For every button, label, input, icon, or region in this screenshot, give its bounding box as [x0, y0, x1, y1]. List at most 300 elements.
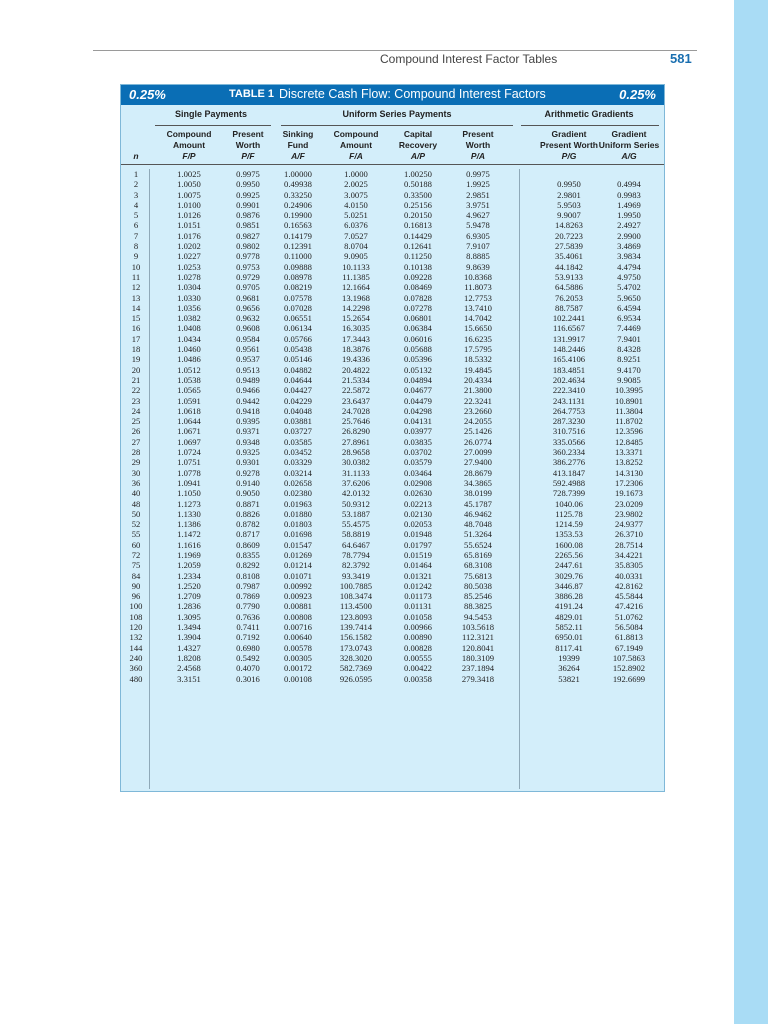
table-cell: 5.0251: [344, 210, 368, 221]
table-cell: 0.9753: [236, 261, 260, 272]
header-rule: [93, 50, 697, 51]
table-cell: 108: [129, 611, 143, 622]
table-cell: 46.9462: [464, 508, 492, 519]
table-row: [121, 220, 664, 230]
table-cell: 1.0025: [177, 169, 201, 179]
table-cell: 1.0751: [177, 457, 201, 468]
interest-factor-table: [120, 84, 665, 792]
table-cell: 10.3995: [615, 385, 643, 396]
table-row: [121, 272, 664, 282]
table-cell: 0.33250: [284, 189, 312, 200]
table-cell: 0.9278: [236, 467, 260, 478]
table-cell: 0.9371: [236, 426, 260, 437]
table-cell: 6950.01: [555, 632, 583, 643]
table-cell: 0.03977: [404, 426, 432, 437]
table-cell: 1.0050: [177, 179, 201, 190]
table-cell: 14: [131, 302, 141, 313]
table-cell: 94.5453: [464, 611, 492, 622]
table-cell: 1.0000: [344, 169, 368, 179]
table-cell: 1214.59: [555, 519, 583, 530]
table-cell: 2.4927: [617, 220, 641, 231]
table-cell: 0.9442: [236, 395, 260, 406]
table-cell: 0.9050: [236, 488, 260, 499]
table-cell: 80.5038: [464, 580, 492, 591]
table-cell: 14.8263: [555, 220, 583, 231]
table-cell: 19: [131, 354, 141, 365]
table-cell: 6.9534: [617, 313, 641, 324]
table-cell: 1.0644: [177, 416, 201, 427]
table-cell: 20: [131, 364, 141, 375]
table-cell: 55: [131, 529, 141, 540]
table-cell: 0.9851: [236, 220, 260, 231]
table-cell: 47.4216: [615, 601, 643, 612]
table-cell: 9.9085: [617, 374, 641, 385]
table-cell: 13: [131, 292, 141, 303]
table-cell: 173.0743: [339, 642, 373, 653]
table-cell: 1.2059: [177, 560, 201, 571]
table-cell: 0.07578: [284, 292, 312, 303]
table-row: [121, 313, 664, 323]
table-cell: 9.0905: [344, 251, 368, 262]
table-cell: 926.0595: [339, 673, 373, 684]
table-cell: 31.1133: [342, 467, 370, 478]
table-cell: 6.0376: [344, 220, 368, 231]
table-cell: 0.04479: [404, 395, 432, 406]
table-cell: 328.3020: [339, 652, 373, 663]
interest-rate-right: 0.25%: [619, 87, 656, 102]
table-cell: 40: [131, 488, 141, 499]
table-cell: 0.02380: [284, 488, 312, 499]
table-row: [121, 231, 664, 241]
table-row: [121, 179, 664, 189]
table-cell: 0.25156: [404, 199, 432, 210]
table-cell: 1.1472: [177, 529, 201, 540]
table-row: [121, 488, 664, 498]
table-row: [121, 571, 664, 581]
table-cell: 0.01269: [284, 549, 312, 560]
table-cell: 14.7042: [464, 313, 492, 324]
table-cell: 16: [131, 323, 141, 334]
table-row: [121, 396, 664, 406]
table-cell: 25: [131, 416, 141, 427]
table-cell: 27.8961: [342, 436, 370, 447]
table-cell: 1.2334: [177, 570, 201, 581]
table-cell: 48.7048: [464, 519, 492, 530]
table-cell: 9.9007: [557, 210, 581, 221]
table-cell: 0.7192: [236, 632, 260, 643]
table-cell: 58.8819: [342, 529, 370, 540]
table-cell: 38.0199: [464, 488, 492, 499]
table-cell: 1.1616: [177, 539, 201, 550]
table-cell: 96: [131, 591, 141, 602]
table-cell: 1.9950: [617, 210, 641, 221]
table-cell: 0.9348: [236, 436, 260, 447]
table-cell: 0.16563: [284, 220, 312, 231]
column-header-f-a: Compound Amount F/A: [333, 129, 379, 161]
table-cell: 34.4221: [615, 549, 643, 560]
table-cell: 23.0209: [615, 498, 643, 509]
table-cell: 139.7414: [339, 622, 373, 633]
table-cell: 0.03702: [404, 447, 432, 458]
table-cell: 480: [129, 673, 143, 684]
table-cell: 55.6524: [464, 539, 492, 550]
group-arithmetic-gradients: Arithmetic Gradients: [544, 109, 634, 119]
table-cell: 0.00808: [284, 611, 312, 622]
table-cell: 29: [131, 457, 141, 468]
table-cell: 0.02053: [404, 519, 432, 530]
table-row: [121, 437, 664, 447]
table-cell: 36264: [558, 663, 580, 674]
table-cell: 55.4575: [342, 519, 370, 530]
table-cell: 0.00555: [404, 652, 432, 663]
table-cell: 1040.06: [555, 498, 583, 509]
table-cell: 1.8208: [177, 652, 201, 663]
header-rule-line: [121, 164, 664, 165]
table-cell: 582.7369: [339, 663, 373, 674]
table-cell: 0.9632: [236, 313, 260, 324]
table-cell: 103.5618: [461, 622, 495, 633]
table-cell: 75.6813: [464, 570, 492, 581]
table-cell: 2.0025: [344, 179, 368, 190]
table-cell: 12.1664: [342, 282, 370, 293]
table-cell: 11.8073: [464, 282, 492, 293]
table-cell: 26: [131, 426, 141, 437]
table-cell: 48: [131, 498, 141, 509]
table-cell: 0.9584: [236, 333, 260, 344]
table-cell: 45.5844: [615, 591, 643, 602]
table-cell: 310.7516: [552, 426, 586, 437]
table-cell: 0.9537: [236, 354, 260, 365]
table-cell: 0.00305: [284, 652, 312, 663]
group-rule-single: [155, 125, 271, 126]
table-cell: 7.9107: [466, 241, 490, 252]
table-cell: 132: [129, 632, 143, 643]
table-cell: 0.09228: [404, 271, 432, 282]
table-row: [121, 509, 664, 519]
table-cell: 0.20150: [404, 210, 432, 221]
table-cell: 0.9983: [617, 189, 641, 200]
table-cell: 0.00108: [284, 673, 312, 684]
table-cell: 120: [129, 622, 143, 633]
table-cell: 0.04644: [284, 374, 312, 385]
table-cell: 1.0941: [177, 477, 201, 488]
table-cell: 68.3108: [464, 560, 492, 571]
table-cell: 3446.87: [555, 580, 583, 591]
table-cell: 42.8162: [615, 580, 643, 591]
table-cell: 5: [133, 210, 139, 221]
table-cell: 1.0486: [177, 354, 201, 365]
table-cell: 12: [131, 282, 141, 293]
table-cell: 165.4106: [552, 354, 586, 365]
table-cell: 17.3443: [342, 333, 370, 344]
table-cell: 180.3109: [461, 652, 495, 663]
table-cell: 0.06801: [404, 313, 432, 324]
table-cell: 2.9851: [466, 189, 490, 200]
table-cell: 0.9325: [236, 447, 260, 458]
table-cell: 1.0512: [177, 364, 201, 375]
table-cell: 20.4822: [342, 364, 370, 375]
table-cell: 0.04229: [284, 395, 312, 406]
table-cell: 0.07278: [404, 302, 432, 313]
table-cell: 0.8609: [236, 539, 260, 550]
table-cell: 22.5872: [342, 385, 370, 396]
table-cell: 27.5839: [555, 241, 583, 252]
table-cell: 0.9729: [236, 271, 260, 282]
table-cell: 131.9917: [552, 333, 586, 344]
table-cell: 2447.61: [555, 560, 583, 571]
table-row: [121, 375, 664, 385]
table-row: [121, 529, 664, 539]
table-row: [121, 385, 664, 395]
table-cell: 3.9751: [466, 199, 490, 210]
table-cell: 240: [129, 652, 143, 663]
table-cell: 0.08469: [404, 282, 432, 293]
table-cell: 1.0565: [177, 385, 201, 396]
table-cell: 2.9900: [617, 230, 641, 241]
table-cell: 82.3792: [342, 560, 370, 571]
table-cell: 0.9975: [466, 169, 490, 179]
table-cell: 22: [131, 385, 141, 396]
table-cell: 0.9901: [236, 199, 260, 210]
table-cell: 11.8702: [615, 416, 643, 427]
table-cell: 1.0227: [177, 251, 201, 262]
table-row: [121, 632, 664, 642]
table-cell: 0.07828: [404, 292, 432, 303]
table-cell: 0.01464: [404, 560, 432, 571]
table-cell: 8.8885: [466, 251, 490, 262]
table-cell: 0.11000: [284, 251, 312, 262]
table-cell: 24: [131, 405, 141, 416]
table-cell: 287.3230: [552, 416, 586, 427]
table-cell: 0.00578: [284, 642, 312, 653]
table-cell: 0.03881: [284, 416, 312, 427]
table-cell: 0.50188: [404, 179, 432, 190]
table-cell: 0.03464: [404, 467, 432, 478]
table-cell: 0.01058: [404, 611, 432, 622]
table-cell: 0.11250: [404, 251, 432, 262]
table-row: [121, 643, 664, 653]
table-cell: 0.06551: [284, 313, 312, 324]
table-cell: 0.14179: [284, 230, 312, 241]
table-cell: 0.7987: [236, 580, 260, 591]
table-cell: 1.0591: [177, 395, 201, 406]
table-row: [121, 282, 664, 292]
table-cell: 0.9301: [236, 457, 260, 468]
table-cell: 1.0176: [177, 230, 201, 241]
column-header-n: n: [133, 151, 139, 161]
table-cell: 27: [131, 436, 141, 447]
table-cell: 28.8679: [464, 467, 492, 478]
table-cell: 107.5863: [612, 652, 646, 663]
table-cell: 222.3410: [552, 385, 586, 396]
table-cell: 42.0132: [342, 488, 370, 499]
table-cell: 28.9658: [342, 447, 370, 458]
table-row: [121, 210, 664, 220]
table-row: [121, 519, 664, 529]
table-cell: 0.03585: [284, 436, 312, 447]
table-cell: 237.1894: [461, 663, 495, 674]
table-cell: 0.6980: [236, 642, 260, 653]
table-cell: 8: [133, 241, 139, 252]
table-cell: 8.4328: [617, 344, 641, 355]
table-row: [121, 406, 664, 416]
table-row: [121, 241, 664, 251]
table-cell: 15: [131, 313, 141, 324]
table-cell: 51.0762: [615, 611, 643, 622]
table-cell: 13.3371: [615, 447, 643, 458]
table-cell: 2265.56: [555, 549, 583, 560]
table-row: [121, 612, 664, 622]
table-cell: 23.2660: [464, 405, 492, 416]
table-cell: 1.0100: [177, 199, 201, 210]
table-row: [121, 365, 664, 375]
table-cell: 21.3800: [464, 385, 492, 396]
table-cell: 0.05438: [284, 344, 312, 355]
table-row: [121, 663, 664, 673]
table-cell: 3.4869: [617, 241, 641, 252]
table-cell: 192.6699: [612, 673, 646, 684]
table-cell: 279.3418: [461, 673, 495, 684]
table-cell: 1.4969: [617, 199, 641, 210]
table-cell: 12.7753: [464, 292, 492, 303]
table-cell: 0.03835: [404, 436, 432, 447]
table-cell: 0.01698: [284, 529, 312, 540]
table-cell: 0.05396: [404, 354, 432, 365]
table-cell: 5852.11: [555, 622, 583, 633]
table-cell: 34.3865: [464, 477, 492, 488]
table-row: [121, 251, 664, 261]
table-cell: 0.04131: [404, 416, 432, 427]
column-header-a-g: Gradient Uniform Series A/G: [598, 129, 660, 161]
table-cell: 84: [131, 570, 141, 581]
table-cell: 8.9251: [617, 354, 641, 365]
table-cell: 50: [131, 508, 141, 519]
table-row: [121, 416, 664, 426]
table-row: [121, 622, 664, 632]
table-cell: 335.0566: [552, 436, 586, 447]
table-cell: 28.7514: [615, 539, 643, 550]
table-row: [121, 468, 664, 478]
table-cell: 0.01242: [404, 580, 432, 591]
table-cell: 21.5334: [342, 374, 370, 385]
table-cell: 1.2836: [177, 601, 201, 612]
table-cell: 0.00716: [284, 622, 312, 633]
table-cell: 2.4568: [177, 663, 201, 674]
table-cell: 0.9950: [236, 179, 260, 190]
table-cell: 5.9503: [557, 199, 581, 210]
table-cell: 0.01321: [404, 570, 432, 581]
table-cell: 0.4994: [617, 179, 641, 190]
table-cell: 0.08978: [284, 271, 312, 282]
table-cell: 0.07028: [284, 302, 312, 313]
table-cell: 3.0075: [344, 189, 368, 200]
table-cell: 26.0774: [464, 436, 492, 447]
table-cell: 0.12391: [284, 241, 312, 252]
table-cell: 156.1582: [339, 632, 373, 643]
table-cell: 0.9608: [236, 323, 260, 334]
table-cell: 24.9377: [615, 519, 643, 530]
table-cell: 7: [133, 230, 139, 241]
table-cell: 2.9801: [557, 189, 581, 200]
table-cell: 113.4500: [340, 601, 372, 612]
table-row: [121, 457, 664, 467]
table-cell: 0.10138: [404, 261, 432, 272]
table-cell: 15.6650: [464, 323, 492, 334]
table-row: [121, 674, 664, 684]
table-cell: 72: [131, 549, 141, 560]
table-cell: 0.06016: [404, 333, 432, 344]
table-cell: 78.7794: [342, 549, 370, 560]
table-cell: 12.3596: [615, 426, 643, 437]
table-cell: 0.9950: [557, 179, 581, 190]
table-cell: 1.0408: [177, 323, 201, 334]
table-cell: 0.03452: [284, 447, 312, 458]
table-cell: 1.2520: [177, 580, 201, 591]
table-cell: 76.2053: [555, 292, 583, 303]
table-cell: 4.4794: [617, 261, 641, 272]
table-cell: 13.7410: [464, 302, 492, 313]
table-row: [121, 426, 664, 436]
table-cell: 5.9650: [617, 292, 641, 303]
table-cell: 0.00640: [284, 632, 312, 643]
table-cell: 123.8093: [339, 611, 373, 622]
table-cell: 3: [133, 189, 139, 200]
table-cell: 0.8355: [236, 549, 260, 560]
table-cell: 116.6567: [553, 323, 585, 334]
table-caption: Discrete Cash Flow: Compound Interest Factors: [279, 87, 546, 101]
table-cell: 26.3710: [615, 529, 643, 540]
table-cell: 0.09888: [284, 261, 312, 272]
table-cell: 40.0331: [615, 570, 643, 581]
table-cell: 10.8901: [615, 395, 643, 406]
table-cell: 7.9401: [617, 333, 641, 344]
table-cell: 16.6235: [464, 333, 492, 344]
table-cell: 183.4851: [552, 364, 586, 375]
table-cell: 0.01071: [284, 570, 312, 581]
table-cell: 413.1847: [552, 467, 586, 478]
table-row: [121, 591, 664, 601]
table-cell: 0.9418: [236, 405, 260, 416]
table-cell: 0.02658: [284, 477, 312, 488]
table-cell: 0.7790: [236, 601, 260, 612]
table-cell: 0.08219: [284, 282, 312, 293]
table-cell: 0.03579: [404, 457, 432, 468]
table-cell: 0.9561: [236, 344, 260, 355]
table-cell: 0.04677: [404, 385, 432, 396]
table-cell: 2: [133, 179, 139, 190]
table-cell: 9.4170: [617, 364, 641, 375]
table-cell: 6.4594: [617, 302, 641, 313]
table-cell: 9: [133, 251, 139, 262]
table-body: [121, 169, 664, 684]
table-cell: 1.1330: [177, 508, 201, 519]
column-header-a-f: Sinking Fund A/F: [282, 129, 314, 161]
table-cell: 20.7223: [555, 230, 583, 241]
table-cell: 0.9489: [236, 374, 260, 385]
table-cell: 6.9305: [466, 230, 490, 241]
table-cell: 0.05132: [404, 364, 432, 375]
table-cell: 16.3035: [342, 323, 370, 334]
column-header-f-p: Compound Amount F/P: [166, 129, 212, 161]
table-cell: 12.8485: [615, 436, 643, 447]
table-cell: 1.0304: [177, 282, 201, 293]
table-cell: 1.1273: [177, 498, 201, 509]
table-cell: 1.00000: [284, 169, 312, 179]
table-cell: 3029.76: [555, 570, 583, 581]
table-cell: 53.1887: [342, 508, 370, 519]
table-cell: 1.0356: [177, 302, 201, 313]
table-cell: 0.9140: [236, 477, 260, 488]
